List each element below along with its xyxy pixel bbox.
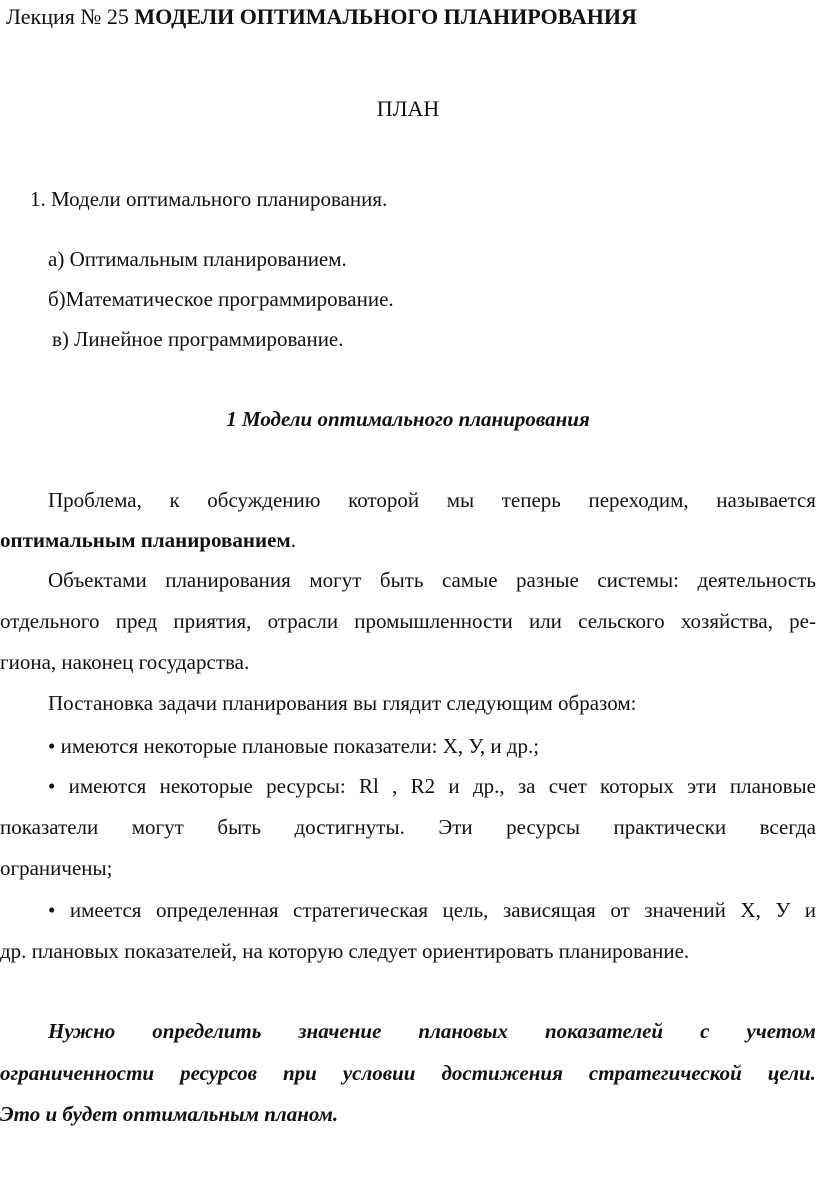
word: R2: [410, 774, 436, 798]
word: быть: [217, 815, 261, 839]
word: системы:: [597, 568, 679, 592]
word: при: [282, 1061, 317, 1085]
word: зависящая: [502, 898, 596, 922]
period: .: [290, 528, 296, 552]
word: могут: [131, 815, 184, 839]
key-term: оптимальным планированием: [0, 528, 291, 552]
bullet-2-line-3: ограничены;: [0, 856, 113, 880]
bullet-3-line-2: др. плановых показателей, на которую следует ориентировать планирование.: [0, 939, 690, 963]
word: учетом: [746, 1019, 816, 1043]
word: •: [48, 774, 56, 798]
paragraph-2-line-2: [0, 608, 816, 634]
word: условии: [342, 1061, 416, 1085]
word: промышленности: [354, 609, 513, 633]
word: ре-: [789, 609, 816, 633]
word: самые: [441, 568, 498, 592]
word: •: [48, 898, 56, 922]
word: которых: [600, 774, 674, 798]
word: всегда: [759, 815, 816, 839]
word: X,: [740, 898, 761, 922]
word: достигнуты.: [294, 815, 405, 839]
word: ресурсы: [506, 815, 580, 839]
word: значение: [298, 1019, 382, 1043]
word: эти: [687, 774, 717, 798]
word: практически: [613, 815, 727, 839]
bullet-1: • имеются некоторые плановые показатели: X, У, и др.;: [48, 734, 540, 758]
word: сельского: [578, 609, 665, 633]
word: др.,: [472, 774, 505, 798]
word: ресурсов: [180, 1061, 258, 1085]
paragraph-1-line-1: [0, 487, 816, 513]
word: имеется: [69, 898, 142, 922]
word: Проблема,: [48, 488, 142, 512]
word: переходим,: [588, 488, 689, 512]
word: цель,: [442, 898, 489, 922]
word: определить: [152, 1019, 262, 1043]
word: с: [700, 1019, 710, 1043]
word: показателей: [544, 1019, 664, 1043]
word: пред: [115, 609, 158, 633]
conclusion-line-2: [0, 1060, 816, 1086]
word: цели.: [767, 1061, 816, 1085]
paragraph-3: Постановка задачи планирования вы глядит следующим образом:: [48, 691, 637, 715]
bullet-3-line-1: [0, 897, 816, 923]
word: теперь: [501, 488, 561, 512]
word: мы: [446, 488, 475, 512]
word: стратегической: [588, 1061, 742, 1085]
word: ограниченности: [0, 1061, 155, 1085]
word: к: [169, 488, 180, 512]
word: и: [804, 898, 816, 922]
word: обсуждению: [207, 488, 321, 512]
bullet-2-line-2: [0, 814, 816, 840]
word: Нужно: [48, 1019, 116, 1043]
word: Объектами: [48, 568, 147, 592]
section-heading: 1 Модели оптимального планирования: [226, 407, 590, 431]
word: плановые: [729, 774, 816, 798]
word: называется: [716, 488, 816, 512]
lecture-topic: МОДЕЛИ ОПТИМАЛЬНОГО ПЛАНИРОВАНИЯ: [134, 4, 637, 29]
word: показатели: [0, 815, 99, 839]
word: стратегическая: [293, 898, 429, 922]
bullet-2-line-1: [0, 773, 816, 799]
word: которой: [348, 488, 420, 512]
word: плановых: [418, 1019, 508, 1043]
word: быть: [379, 568, 424, 592]
word: Rl: [359, 774, 379, 798]
paragraph-2-line-1: [0, 567, 816, 593]
word: счет: [548, 774, 587, 798]
plan-subitem-a: а) Оптимальным планированием.: [48, 247, 347, 271]
word: значений: [644, 898, 726, 922]
word: разные: [516, 568, 579, 592]
word: приятия,: [173, 609, 252, 633]
lecture-number: Лекция № 25: [6, 4, 129, 29]
word: от: [610, 898, 630, 922]
word: планирования: [165, 568, 291, 592]
conclusion-line-3: Это и будет оптимальным планом.: [0, 1102, 339, 1126]
plan-heading: ПЛАН: [376, 96, 440, 121]
plan-subitem-c: в) Линейное программирование.: [52, 327, 344, 351]
word: ресурсы:: [266, 774, 346, 798]
word: У: [775, 898, 791, 922]
word: или: [528, 609, 562, 633]
word: отрасли: [267, 609, 339, 633]
plan-item-1: 1. Модели оптимального планирования.: [30, 187, 388, 211]
lecture-title: [6, 4, 637, 30]
word: за: [517, 774, 536, 798]
conclusion-line-1: [0, 1018, 816, 1044]
word: достижения: [441, 1061, 563, 1085]
word: определенная: [155, 898, 279, 922]
word: ,: [392, 774, 398, 798]
word: хозяйства,: [680, 609, 773, 633]
word: некоторые: [159, 774, 253, 798]
word: отдельного: [0, 609, 100, 633]
paragraph-2-line-3: гиона, наконец государства.: [0, 650, 250, 674]
word: могут: [309, 568, 362, 592]
word: деятельность: [697, 568, 816, 592]
word: Эти: [438, 815, 473, 839]
word: и: [448, 774, 460, 798]
paragraph-1-line-2: [0, 527, 296, 553]
word: имеются: [68, 774, 147, 798]
plan-subitem-b: б)Математическое программирование.: [48, 287, 394, 311]
